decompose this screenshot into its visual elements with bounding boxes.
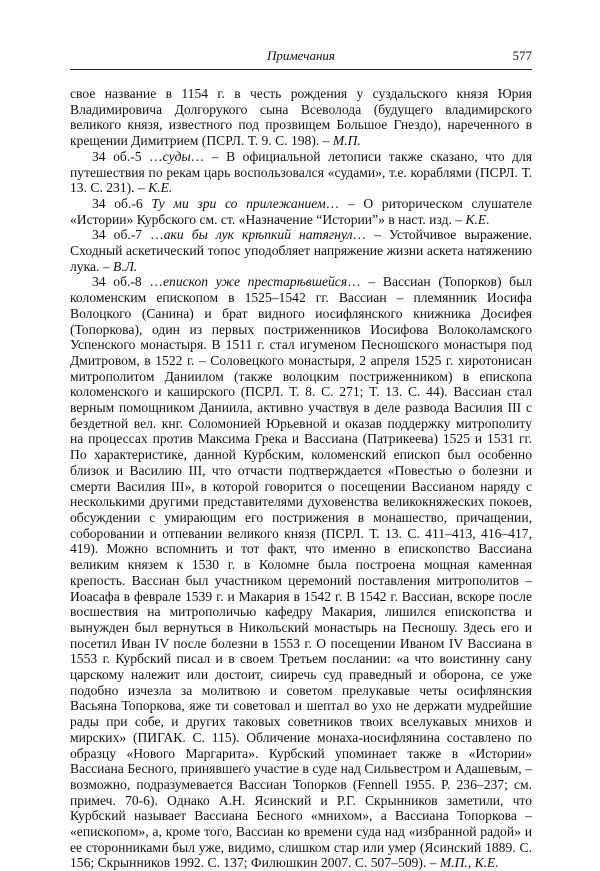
running-title: Примечания [267,48,335,63]
attribution-or-quote-italic: М.П., К.Е. [439,855,499,871]
text-run: … – В официальной летописи также сказано, что для путешествия по рекам царь воспользовался «судами», т.е. кораблями (ПСРЛ. Т. 13. С. 231). – [70,148,533,196]
text-run: … – Вассиан (Топорков) был коломенским епископом в 1525–1542 гг. Вассиан – племянник Иосифа Волоцкого (Санина) и брат видного иосифлянского книжника Досифея (Топоркова), один из первых постриженников Иосифова Волоколамского Успенского монастыря. В 1511 г. стал игуменом Песношского монастыря под Дмитровом, в 1522 г. – Соловецкого монастыря, 2 апреля 1525 г. хиротонисан митрополитом Даниилом (также волоцким постриженником) в епископа коломенского и каширского (ПСРЛ. Т. 8. С. 271; Т. 13. С. 44). Вассиан стал верным помощником Даниила, активно участвуя в деле развода Василия III с бездетной вел. кнг. Соломонией Юрьевной и оказав поддержку митрополиту на процессах против Максима Грека и Вассиана (Патрикеева) 1525 и 1531 гг. По характеристике, данной Курбским, коломенский епископ был особенно близок и Василию III, что отчасти подтверждается «Повестью о болезни и смерти Василия III», в которой говорится о посещении Вассианом наряду с несколькими другими представителями духовенства великокняжеских покоев, обсуждении с умирающим его пострижения в монашество, причащении, соборовании и отпевании великого князя (ПСРЛ. Т. 13. С. 411–413, 416–417, 419). Можно вспомнить и тот факт, что именно в епископство Вассиана великим князем к 1530 г. в Коломне была построена мощная каменная крепость. Вассиан был участником церемоний поставления митрополитов – Иоасафа в феврале 1539 г. и Макария в 1542 г. В 1542 г. Вассиан, вскоре после восшествия на митрополичью кафедру Макария, лишился епископства и вынужден был вернуться в Никольский монастырь на Песношу. Здесь его и посетил Иван IV после болезни в 1553 г. О посещении Иваном IV Вассиана в 1553 г. Курбский писал и в своем Третьем послании: «а что воистинну сану царскому належит или достоит, сииречь суд праведный и оборона, се уже подобно изчезла за молитвою и советом прелукавые четы осифлянския Васьяна Топоркова, яже ти советовал и шептал во ухо не держати мудрейшие рады при собе, и других таковых советников твоих вселукавых мнихов и мирских» (ПИГАК. С. 115). Обличение монаха-иосифлянина составлено по образцу «Нового Маргарита». Курбский упоминает также в «Истории» Вассиана Бесного, принявшего участие в суде над Сильвестром и Адашевым, – возможно, подразумевается Вассиан Топорков (Fennell 1955. P. 236–237; см. примеч. 70-6). Однако А.Н. Ясинский и Р.Г. Скрынников заметили, что Курбский называет Вассиана Бесного «мнихом», а Вассиана Топоркова – «епископом», а, кроме того, Вассиан ко времени суда над «избранной радой» и ее сторонниками был уже, видимо, слишком стар или умер (Ясинский 1889. С. 156; Скрынников 1992. С. 137; Филюшкин 2007. С. 507–509). – [70,274,532,871]
text-run: … – О риторическом слушателе «Истории» Курбского см. ст. «Назначение “Истории”» в наст. изд. – [70,195,533,227]
attribution-or-quote-italic: суды [162,148,191,164]
note-34-ob-5 [70,149,532,196]
attribution-or-quote-italic: М.П. [332,133,361,149]
text-run: 34 об.-6 [92,195,152,211]
attribution-or-quote-italic: Ту ми зри со прилежанием [151,195,326,211]
attribution-or-quote-italic: К.Е. [465,211,490,227]
note-paragraph [70,86,532,149]
text-run: 34 об.-5 … [92,148,163,164]
page-number: 577 [512,48,532,63]
text-run: 34 об.-8 … [92,274,163,290]
note-34-ob-7 [70,227,532,274]
note-34-ob-6 [70,196,532,227]
attribution-or-quote-italic: К.Е. [148,180,173,196]
notes-body [70,86,532,871]
attribution-or-quote-italic: епископ уже престарѣвшейся [163,274,348,290]
page-header [70,48,532,68]
header-rule [70,69,532,70]
note-34-ob-8 [70,274,532,871]
text-run: … – Устойчивое выражение. Сходный аскетический топос уподобляет напряжение жизни аскета натяжению лука. – [70,227,532,274]
text-run: 34 об.-7 … [92,227,164,243]
attribution-or-quote-italic: В.Л. [113,258,138,274]
text-run: свое название в 1154 г. в честь рождения у суздальского князя Юрия Владимировича Долгорукого сына Всеволода (будущего владимирского великого князя, известного под прозвищем Большое Гнездо), нареченного в крещении Димитрием (ПСРЛ. Т. 9. С. 198). – [70,86,532,149]
attribution-or-quote-italic: аки бы лук крѣпкий натягнул [163,227,353,243]
